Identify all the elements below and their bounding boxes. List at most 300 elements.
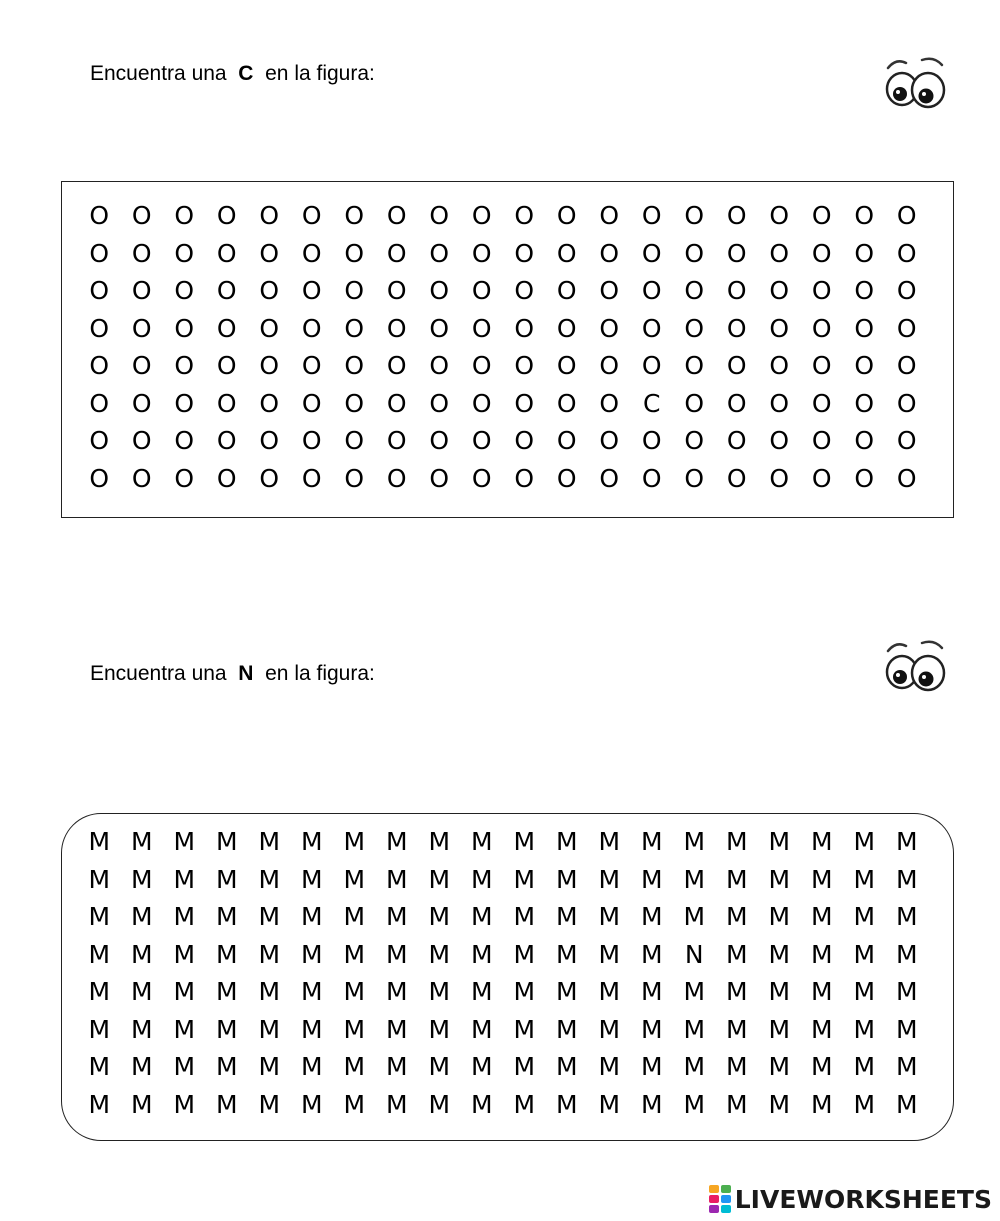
grid-letter[interactable]: M	[130, 977, 153, 1006]
grid-letter[interactable]: O	[386, 276, 407, 305]
grid-letter[interactable]: M	[768, 1014, 791, 1044]
grid-letter[interactable]: M	[88, 1014, 111, 1044]
grid-letter[interactable]: M	[513, 1089, 536, 1119]
grid-letter[interactable]: O	[556, 388, 577, 418]
grid-letter[interactable]: M	[555, 977, 578, 1006]
grid-letter[interactable]: M	[258, 902, 281, 931]
grid-letter[interactable]: M	[428, 827, 451, 856]
grid-letter[interactable]: M	[300, 977, 323, 1006]
grid-letter[interactable]: M	[385, 977, 408, 1006]
grid-letter[interactable]: M	[513, 902, 536, 931]
grid-letter[interactable]: M	[598, 1052, 621, 1081]
grid-letter[interactable]: O	[514, 201, 535, 230]
grid-letter[interactable]: O	[726, 276, 747, 305]
grid-letter[interactable]: O	[301, 388, 322, 418]
grid-letter[interactable]: O	[641, 238, 662, 268]
grid-letter[interactable]: M	[640, 1089, 663, 1119]
grid-letter[interactable]: M	[428, 977, 451, 1006]
grid-letter[interactable]: M	[300, 864, 323, 894]
grid-letter[interactable]: O	[429, 313, 450, 343]
grid-letter[interactable]: M	[173, 1014, 196, 1044]
grid-letter[interactable]: M	[895, 827, 918, 856]
grid-letter[interactable]: M	[130, 1052, 153, 1081]
grid-letter[interactable]: M	[258, 827, 281, 856]
grid-letter[interactable]: M	[895, 1089, 918, 1119]
grid-letter[interactable]: M	[598, 827, 621, 856]
grid-letter[interactable]: O	[216, 426, 237, 455]
grid-letter[interactable]: O	[769, 426, 790, 455]
grid-letter[interactable]: O	[811, 238, 832, 268]
grid-letter[interactable]: M	[683, 1014, 706, 1044]
grid-letter[interactable]: O	[641, 426, 662, 455]
grid-letter[interactable]: M	[130, 939, 153, 969]
hidden-target-letter[interactable]: N	[684, 939, 704, 969]
grid-letter[interactable]: M	[853, 1052, 876, 1081]
hidden-target-letter[interactable]: C	[643, 388, 661, 418]
grid-letter[interactable]: O	[259, 238, 280, 268]
grid-letter[interactable]: O	[769, 313, 790, 343]
grid-letter[interactable]: O	[769, 276, 790, 305]
grid-letter[interactable]: M	[853, 902, 876, 931]
grid-letter[interactable]: M	[598, 902, 621, 931]
grid-letter[interactable]: O	[216, 238, 237, 268]
grid-letter[interactable]: M	[725, 864, 748, 894]
grid-letter[interactable]: O	[301, 201, 322, 230]
grid-letter[interactable]: M	[513, 827, 536, 856]
grid-letter[interactable]: O	[854, 388, 875, 418]
grid-letter[interactable]: M	[598, 939, 621, 969]
grid-letter[interactable]: O	[514, 426, 535, 455]
grid-letter[interactable]: O	[854, 313, 875, 343]
grid-letter[interactable]: M	[470, 827, 493, 856]
grid-letter[interactable]: M	[343, 902, 366, 931]
grid-letter[interactable]: M	[130, 1014, 153, 1044]
grid-letter[interactable]: O	[556, 313, 577, 343]
grid-letter[interactable]: O	[471, 313, 492, 343]
grid-letter[interactable]: M	[385, 827, 408, 856]
grid-letter[interactable]: O	[896, 276, 917, 305]
grid-letter[interactable]: M	[343, 939, 366, 969]
grid-letter[interactable]: M	[385, 1089, 408, 1119]
grid-letter[interactable]: O	[386, 238, 407, 268]
grid-letter[interactable]: O	[386, 351, 407, 380]
grid-letter[interactable]: M	[88, 977, 111, 1006]
grid-letter[interactable]: M	[470, 864, 493, 894]
grid-letter[interactable]: O	[344, 463, 365, 493]
grid-letter[interactable]: O	[726, 313, 747, 343]
grid-letter[interactable]: O	[514, 388, 535, 418]
grid-letter[interactable]: M	[173, 827, 196, 856]
grid-letter[interactable]: O	[89, 426, 110, 455]
grid-letter[interactable]: M	[385, 902, 408, 931]
grid-letter[interactable]: M	[895, 1052, 918, 1081]
grid-letter[interactable]: O	[556, 463, 577, 493]
grid-letter[interactable]: M	[173, 977, 196, 1006]
grid-letter[interactable]: O	[556, 426, 577, 455]
grid-letter[interactable]: O	[301, 426, 322, 455]
grid-letter[interactable]: O	[514, 351, 535, 380]
grid-letter[interactable]: M	[683, 1089, 706, 1119]
grid-letter[interactable]: M	[470, 977, 493, 1006]
grid-letter[interactable]: O	[811, 351, 832, 380]
grid-letter[interactable]: O	[259, 463, 280, 493]
grid-letter[interactable]: O	[769, 351, 790, 380]
grid-letter[interactable]: M	[810, 1089, 833, 1119]
grid-letter[interactable]: M	[555, 902, 578, 931]
grid-letter[interactable]: M	[130, 1089, 153, 1119]
grid-letter[interactable]: M	[300, 1014, 323, 1044]
grid-letter[interactable]: M	[810, 939, 833, 969]
grid-letter[interactable]: O	[556, 351, 577, 380]
grid-letter[interactable]: O	[684, 388, 705, 418]
grid-letter[interactable]: O	[726, 388, 747, 418]
grid-letter[interactable]: M	[88, 1089, 111, 1119]
grid-letter[interactable]: M	[470, 939, 493, 969]
grid-letter[interactable]: M	[130, 864, 153, 894]
grid-letter[interactable]: O	[514, 463, 535, 493]
grid-letter[interactable]: M	[385, 864, 408, 894]
grid-letter[interactable]: O	[386, 388, 407, 418]
grid-letter[interactable]: O	[599, 426, 620, 455]
grid-letter[interactable]: M	[683, 1052, 706, 1081]
grid-letter[interactable]: M	[725, 939, 748, 969]
grid-letter[interactable]: O	[89, 463, 110, 493]
grid-letter[interactable]: M	[810, 864, 833, 894]
grid-letter[interactable]: O	[471, 351, 492, 380]
grid-letter[interactable]: O	[726, 463, 747, 493]
grid-letter[interactable]: O	[386, 463, 407, 493]
grid-letter[interactable]: O	[429, 276, 450, 305]
grid-letter[interactable]: O	[429, 201, 450, 230]
grid-letter[interactable]: M	[215, 864, 238, 894]
grid-letter[interactable]: O	[811, 201, 832, 230]
grid-letter[interactable]: M	[853, 827, 876, 856]
grid-letter[interactable]: O	[769, 388, 790, 418]
grid-letter[interactable]: M	[215, 827, 238, 856]
grid-letter[interactable]: M	[258, 1089, 281, 1119]
grid-letter[interactable]: O	[514, 313, 535, 343]
grid-letter[interactable]: O	[769, 463, 790, 493]
grid-letter[interactable]: O	[471, 426, 492, 455]
grid-letter[interactable]: O	[599, 313, 620, 343]
grid-letter[interactable]: O	[556, 201, 577, 230]
grid-letter[interactable]: O	[514, 238, 535, 268]
grid-letter[interactable]: M	[428, 1014, 451, 1044]
grid-letter[interactable]: M	[768, 1052, 791, 1081]
grid-letter[interactable]: M	[555, 1089, 578, 1119]
grid-letter[interactable]: M	[173, 864, 196, 894]
grid-letter[interactable]: O	[344, 426, 365, 455]
grid-letter[interactable]: M	[853, 864, 876, 894]
grid-letter[interactable]: M	[555, 1052, 578, 1081]
grid-letter[interactable]: O	[386, 201, 407, 230]
grid-letter[interactable]: M	[385, 1052, 408, 1081]
grid-letter[interactable]: M	[598, 1089, 621, 1119]
grid-letter[interactable]: M	[130, 827, 153, 856]
grid-letter[interactable]: O	[174, 238, 195, 268]
grid-letter[interactable]: O	[259, 276, 280, 305]
grid-letter[interactable]: O	[259, 313, 280, 343]
grid-letter[interactable]: M	[598, 1014, 621, 1044]
grid-letter[interactable]: O	[896, 238, 917, 268]
grid-letter[interactable]: O	[599, 388, 620, 418]
grid-letter[interactable]: M	[768, 977, 791, 1006]
grid-letter[interactable]: O	[259, 426, 280, 455]
grid-letter[interactable]: O	[896, 313, 917, 343]
grid-letter[interactable]: M	[683, 977, 706, 1006]
grid-letter[interactable]: M	[810, 902, 833, 931]
grid-letter[interactable]: O	[471, 238, 492, 268]
grid-letter[interactable]: M	[343, 827, 366, 856]
grid-letter[interactable]: M	[513, 1014, 536, 1044]
grid-letter[interactable]: O	[174, 426, 195, 455]
grid-letter[interactable]: M	[215, 902, 238, 931]
grid-letter[interactable]: O	[386, 313, 407, 343]
grid-letter[interactable]: O	[896, 463, 917, 493]
grid-letter[interactable]: O	[89, 313, 110, 343]
grid-letter[interactable]: O	[131, 313, 152, 343]
grid-letter[interactable]: O	[684, 276, 705, 305]
grid-letter[interactable]: M	[768, 864, 791, 894]
grid-letter[interactable]: M	[598, 864, 621, 894]
grid-letter[interactable]: O	[216, 276, 237, 305]
grid-letter[interactable]: M	[130, 902, 153, 931]
grid-letter[interactable]: M	[173, 939, 196, 969]
grid-letter[interactable]: O	[344, 238, 365, 268]
grid-letter[interactable]: M	[768, 827, 791, 856]
grid-letter[interactable]: O	[854, 463, 875, 493]
grid-letter[interactable]: O	[89, 238, 110, 268]
grid-letter[interactable]: O	[854, 238, 875, 268]
grid-letter[interactable]: O	[131, 201, 152, 230]
grid-letter[interactable]: M	[343, 977, 366, 1006]
grid-letter[interactable]: O	[684, 238, 705, 268]
grid-letter[interactable]: M	[300, 827, 323, 856]
grid-letter[interactable]: O	[174, 276, 195, 305]
grid-letter[interactable]: M	[343, 1089, 366, 1119]
grid-letter[interactable]: O	[769, 201, 790, 230]
grid-letter[interactable]: M	[300, 902, 323, 931]
grid-letter[interactable]: M	[810, 827, 833, 856]
grid-letter[interactable]: O	[854, 351, 875, 380]
grid-letter[interactable]: M	[258, 864, 281, 894]
grid-letter[interactable]: M	[853, 977, 876, 1006]
grid-letter[interactable]: M	[173, 1052, 196, 1081]
grid-letter[interactable]: M	[428, 939, 451, 969]
grid-letter[interactable]: O	[726, 238, 747, 268]
grid-letter[interactable]: M	[725, 902, 748, 931]
grid-letter[interactable]: O	[174, 313, 195, 343]
grid-letter[interactable]: O	[726, 351, 747, 380]
grid-letter[interactable]: M	[810, 1014, 833, 1044]
grid-letter[interactable]: O	[174, 388, 195, 418]
grid-letter[interactable]: O	[216, 201, 237, 230]
grid-letter[interactable]: M	[470, 902, 493, 931]
grid-letter[interactable]: M	[513, 939, 536, 969]
grid-letter[interactable]: M	[683, 827, 706, 856]
grid-letter[interactable]: O	[216, 351, 237, 380]
grid-letter[interactable]: M	[768, 1089, 791, 1119]
grid-letter[interactable]: M	[683, 864, 706, 894]
grid-letter[interactable]: O	[301, 276, 322, 305]
grid-letter[interactable]: M	[725, 827, 748, 856]
grid-letter[interactable]: M	[470, 1089, 493, 1119]
grid-letter[interactable]: M	[513, 864, 536, 894]
grid-letter[interactable]: O	[429, 238, 450, 268]
grid-letter[interactable]: M	[555, 1014, 578, 1044]
grid-letter[interactable]: M	[853, 1089, 876, 1119]
grid-letter[interactable]: O	[259, 201, 280, 230]
grid-letter[interactable]: M	[173, 902, 196, 931]
grid-letter[interactable]: M	[768, 939, 791, 969]
grid-letter[interactable]: O	[429, 351, 450, 380]
grid-letter[interactable]: M	[300, 1089, 323, 1119]
grid-letter[interactable]: O	[599, 201, 620, 230]
grid-letter[interactable]: O	[471, 388, 492, 418]
grid-letter[interactable]: O	[811, 426, 832, 455]
grid-letter[interactable]: M	[428, 902, 451, 931]
grid-letter[interactable]: O	[131, 426, 152, 455]
grid-letter[interactable]: O	[641, 351, 662, 380]
grid-letter[interactable]: O	[896, 351, 917, 380]
grid-letter[interactable]: O	[684, 426, 705, 455]
grid-letter[interactable]: M	[428, 1089, 451, 1119]
grid-letter[interactable]: M	[555, 827, 578, 856]
grid-letter[interactable]: O	[641, 201, 662, 230]
grid-letter[interactable]: O	[131, 238, 152, 268]
grid-letter[interactable]: M	[88, 939, 111, 969]
grid-letter[interactable]: M	[215, 1052, 238, 1081]
grid-letter[interactable]: O	[684, 313, 705, 343]
grid-letter[interactable]: O	[556, 238, 577, 268]
grid-letter[interactable]: O	[556, 276, 577, 305]
grid-letter[interactable]: O	[769, 238, 790, 268]
grid-letter[interactable]: M	[853, 1014, 876, 1044]
grid-letter[interactable]: M	[725, 1052, 748, 1081]
grid-letter[interactable]: O	[726, 426, 747, 455]
grid-letter[interactable]: O	[131, 351, 152, 380]
grid-letter[interactable]: M	[725, 1014, 748, 1044]
grid-letter[interactable]: M	[385, 939, 408, 969]
grid-letter[interactable]: O	[684, 463, 705, 493]
grid-letter[interactable]: O	[301, 463, 322, 493]
grid-letter[interactable]: M	[173, 1089, 196, 1119]
grid-letter[interactable]: M	[895, 939, 918, 969]
grid-letter[interactable]: O	[811, 463, 832, 493]
grid-letter[interactable]: O	[811, 276, 832, 305]
grid-letter[interactable]: O	[174, 463, 195, 493]
grid-letter[interactable]: M	[215, 977, 238, 1006]
grid-letter[interactable]: O	[131, 463, 152, 493]
grid-letter[interactable]: M	[768, 902, 791, 931]
grid-letter[interactable]: M	[428, 864, 451, 894]
grid-letter[interactable]: M	[215, 1014, 238, 1044]
grid-letter[interactable]: M	[258, 977, 281, 1006]
grid-letter[interactable]: O	[216, 388, 237, 418]
grid-letter[interactable]: O	[344, 276, 365, 305]
grid-letter[interactable]: M	[428, 1052, 451, 1081]
grid-letter[interactable]: M	[640, 1052, 663, 1081]
grid-letter[interactable]: M	[88, 902, 111, 931]
grid-letter[interactable]: O	[174, 351, 195, 380]
grid-letter[interactable]: O	[259, 388, 280, 418]
grid-letter[interactable]: O	[896, 426, 917, 455]
grid-letter[interactable]: O	[641, 313, 662, 343]
grid-letter[interactable]: M	[810, 1052, 833, 1081]
grid-letter[interactable]: O	[599, 276, 620, 305]
grid-letter[interactable]: O	[216, 313, 237, 343]
grid-letter[interactable]: M	[640, 939, 663, 969]
grid-letter[interactable]: O	[344, 313, 365, 343]
grid-letter[interactable]: M	[215, 1089, 238, 1119]
grid-letter[interactable]: M	[258, 939, 281, 969]
grid-letter[interactable]: M	[513, 1052, 536, 1081]
grid-letter[interactable]: M	[258, 1052, 281, 1081]
grid-letter[interactable]: O	[726, 201, 747, 230]
grid-letter[interactable]: O	[216, 463, 237, 493]
grid-letter[interactable]: M	[300, 939, 323, 969]
grid-letter[interactable]: O	[131, 276, 152, 305]
grid-letter[interactable]: M	[470, 1014, 493, 1044]
grid-letter[interactable]: O	[89, 276, 110, 305]
grid-letter[interactable]: O	[89, 388, 110, 418]
grid-letter[interactable]: M	[343, 1014, 366, 1044]
grid-letter[interactable]: O	[641, 463, 662, 493]
grid-letter[interactable]: M	[853, 939, 876, 969]
grid-letter[interactable]: M	[640, 864, 663, 894]
grid-letter[interactable]: M	[640, 977, 663, 1006]
grid-letter[interactable]: M	[385, 1014, 408, 1044]
grid-letter[interactable]: O	[599, 463, 620, 493]
grid-letter[interactable]: M	[725, 977, 748, 1006]
grid-letter[interactable]: O	[471, 276, 492, 305]
grid-letter[interactable]: M	[258, 1014, 281, 1044]
grid-letter[interactable]: O	[89, 351, 110, 380]
grid-letter[interactable]: O	[471, 201, 492, 230]
grid-letter[interactable]: M	[640, 902, 663, 931]
grid-letter[interactable]: M	[343, 1052, 366, 1081]
grid-letter[interactable]: O	[259, 351, 280, 380]
grid-letter[interactable]: O	[344, 388, 365, 418]
grid-letter[interactable]: O	[131, 388, 152, 418]
grid-letter[interactable]: O	[854, 276, 875, 305]
grid-letter[interactable]: M	[895, 864, 918, 894]
grid-letter[interactable]: M	[598, 977, 621, 1006]
grid-letter[interactable]: O	[174, 201, 195, 230]
grid-letter[interactable]: O	[854, 426, 875, 455]
grid-letter[interactable]: O	[429, 426, 450, 455]
grid-letter[interactable]: M	[555, 864, 578, 894]
grid-letter[interactable]: M	[895, 977, 918, 1006]
grid-letter[interactable]: O	[301, 351, 322, 380]
grid-letter[interactable]: M	[300, 1052, 323, 1081]
grid-letter[interactable]: O	[344, 351, 365, 380]
grid-letter[interactable]: M	[470, 1052, 493, 1081]
grid-letter[interactable]: M	[725, 1089, 748, 1119]
grid-letter[interactable]: O	[684, 201, 705, 230]
grid-letter[interactable]: O	[429, 388, 450, 418]
grid-letter[interactable]: O	[344, 201, 365, 230]
grid-letter[interactable]: O	[854, 201, 875, 230]
grid-letter[interactable]: M	[810, 977, 833, 1006]
grid-letter[interactable]: O	[301, 313, 322, 343]
grid-letter[interactable]: M	[88, 1052, 111, 1081]
grid-letter[interactable]: M	[640, 827, 663, 856]
grid-letter[interactable]: M	[895, 902, 918, 931]
grid-letter[interactable]: O	[684, 351, 705, 380]
grid-letter[interactable]: O	[811, 313, 832, 343]
grid-letter[interactable]: O	[896, 388, 917, 418]
